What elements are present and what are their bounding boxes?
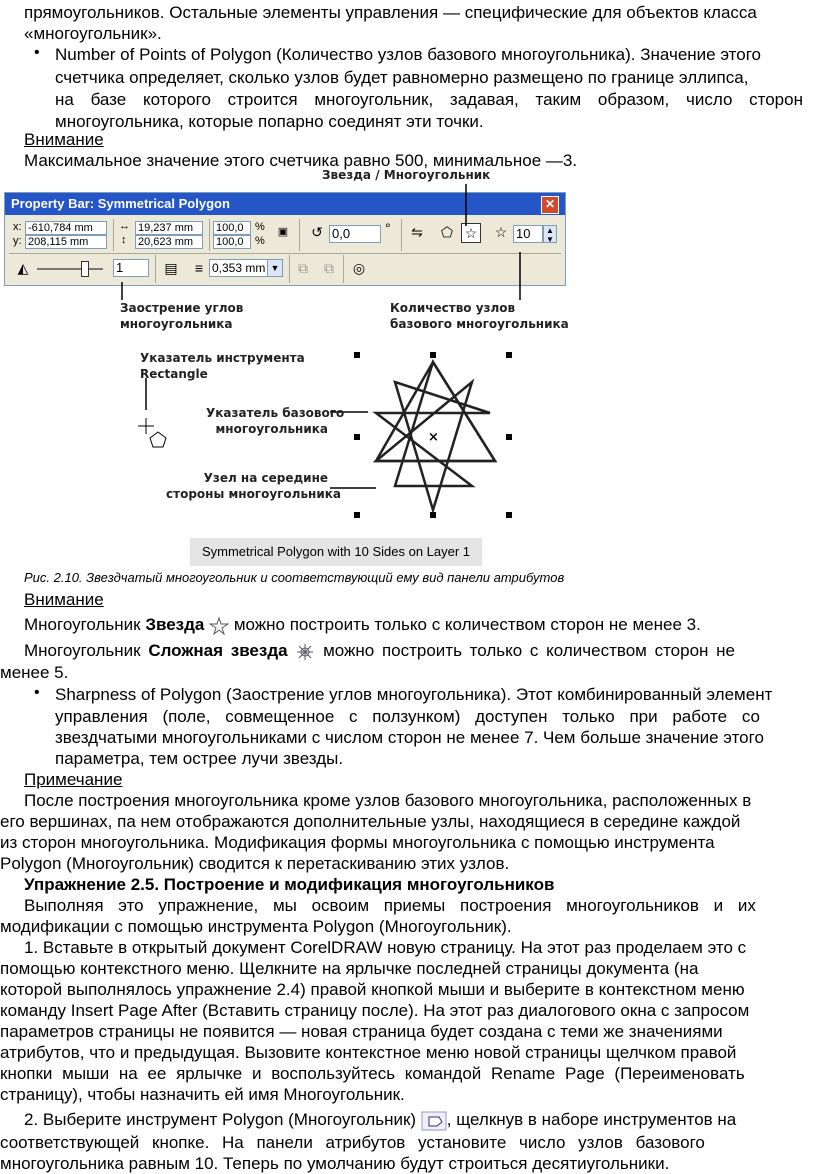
- star-icon[interactable]: ☆: [461, 223, 481, 243]
- rotation-field[interactable]: 0,0: [329, 225, 381, 243]
- scale-y-field[interactable]: 100,0: [213, 235, 251, 249]
- paragraph-line: модификации с помощью инструмента Polygon (Многоугольник).: [0, 917, 512, 936]
- complex-star-term: Сложная звезда: [148, 641, 288, 660]
- height-icon: ↕: [121, 234, 127, 246]
- degree-label: °: [385, 220, 391, 236]
- text-span: 2. Выберите инструмент Polygon (Многоугольник): [24, 1110, 417, 1129]
- text-span: можно построить только с количеством сторон не: [323, 641, 735, 660]
- complex-star-tool-icon: [295, 643, 315, 661]
- paragraph-line: его вершинах, па нем отображаются дополнительные узлы, находящиеся в середине каждой: [0, 812, 741, 831]
- polygon-tool-icon: [421, 1111, 447, 1131]
- bullet-line: счетчика определяет, сколько узлов будет равномерно размещено по границе эллипса,: [55, 68, 749, 87]
- paragraph-line: страницу), чтобы назначить ей имя Многоугольник.: [0, 1085, 405, 1104]
- paragraph-line: [24, 1109, 816, 1131]
- paragraph-line: менее 5.: [0, 663, 69, 682]
- figure-caption: Рис. 2.10. Звездчатый многоугольник и соответствующий ему вид панели атрибутов: [24, 570, 565, 585]
- points-annotation: Количество узлов базового многоугольника: [390, 301, 569, 331]
- star-polygon-label: Звезда / Многоугольник: [322, 168, 491, 182]
- percent-label: %: [255, 235, 265, 247]
- outline-width-value: 0,353 mm: [212, 261, 266, 275]
- paragraph-line: Polygon (Многоугольник) сводится к перетаскиванию этих узлов.: [0, 854, 510, 873]
- pointer-annotation: Указатель инструмента Rectangle: [140, 351, 305, 381]
- to-front-icon: ⧉: [298, 260, 308, 276]
- bullet-line: на базе которого строится многоугольник, задавая, таким образом, число сторон: [55, 90, 803, 109]
- paragraph-line: многоугольника равным 10. Теперь по умолчанию будут строиться десятиугольники.: [0, 1154, 670, 1173]
- star-tool-icon: [209, 617, 229, 635]
- star-term: Звезда: [145, 615, 205, 634]
- chevron-down-icon[interactable]: ▼: [267, 260, 282, 276]
- points-star-icon: ☆: [494, 224, 508, 240]
- paragraph-line: После построения многоугольника кроме узлов базового многоугольника, расположенных в: [24, 791, 752, 810]
- x-position-field[interactable]: -610,784 mm: [25, 221, 107, 235]
- mirror-icon[interactable]: ⇋: [411, 224, 423, 240]
- paragraph-line: кнопки мыши на ее ярлычке и воспользуйтесь командой Rename Page (Переименовать: [0, 1064, 745, 1083]
- bullet-icon: •: [34, 684, 40, 701]
- base-node-annotation: Указатель базового многоугольника: [206, 406, 345, 436]
- paragraph-line: команду Insert Page After (Вставить страницу после). На этот раз диалогового окна с запросом: [0, 1001, 750, 1020]
- outline-pen-icon[interactable]: ▤: [164, 260, 178, 276]
- note-heading: Примечание: [24, 770, 123, 789]
- paragraph-line: Выполняя это упражнение, мы освоим приемы построения многоугольников и их: [24, 896, 756, 915]
- paragraph-line: [24, 640, 816, 661]
- paragraph-line: атрибутов, что и предыдущая. Вызовите контекстное меню новой страницы щелчком правой: [0, 1043, 737, 1062]
- bullet-line: управления (поле, совмещенное с ползунком) доступен только при работе со: [55, 707, 760, 726]
- y-label: y:: [13, 235, 22, 247]
- paragraph-line: «многоугольник».: [24, 24, 162, 43]
- paragraph-line: 1. Вставьте в открытый документ CorelDRAW новую страницу. На этот раз проделаем это с: [24, 938, 747, 957]
- width-field[interactable]: 19,237 mm: [135, 221, 203, 235]
- sharpness-annotation: Заострение углов многоугольника: [120, 301, 244, 331]
- warning-heading: Внимание: [24, 130, 104, 149]
- paragraph-line: которой выполнялось упражнение 2.4) правой кнопкой мыши и выберите в контекстном меню: [0, 980, 745, 999]
- to-back-icon: ⧉: [324, 260, 334, 276]
- text-span: Многоугольник: [24, 615, 146, 634]
- outline-width-icon: ≡: [194, 260, 204, 276]
- percent-label: %: [255, 221, 265, 233]
- paragraph-line: из сторон многоугольника. Модификация формы многоугольника с помощью инструмента: [0, 833, 715, 852]
- paragraph-line: соответствующей кнопке. На панели атрибутов установите число узлов базового: [0, 1133, 705, 1152]
- bullet-icon: •: [34, 44, 40, 61]
- rotate-icon: ↺: [311, 224, 323, 240]
- paragraph-line: параметров страницы не появится — новая страница будет создана с теми же значениями: [0, 1022, 723, 1041]
- status-bar: Symmetrical Polygon with 10 Sides on Layer 1: [190, 538, 482, 566]
- lock-ratio-icon[interactable]: ▣: [277, 226, 289, 238]
- polygon-icon[interactable]: ⬠: [440, 224, 454, 240]
- mid-node-annotation: Узел на середине стороны многоугольника: [166, 471, 341, 501]
- property-bar-title-text: Property Bar: Symmetrical Polygon: [11, 196, 230, 211]
- svg-text:×: ×: [428, 430, 439, 445]
- paragraph-line: прямоугольников. Остальные элементы управления — специфические для объектов класса: [24, 3, 757, 22]
- paragraph-line: помощью контекстного меню. Щелкните на ярлычке последней страницы документа (на: [0, 959, 699, 978]
- x-label: x:: [13, 221, 22, 233]
- paragraph-line: [24, 614, 816, 635]
- sharpness-field[interactable]: 1: [113, 259, 149, 277]
- text-span: Многоугольник: [24, 641, 149, 660]
- warning-heading: Внимание: [24, 590, 104, 609]
- scale-x-field[interactable]: 100,0: [213, 221, 251, 235]
- bullet-line: звездчатыми многоугольниками с числом сторон не менее 7. Чем больше значение этого: [55, 728, 764, 747]
- width-icon: ↔: [119, 220, 130, 232]
- bullet-line: параметра, тем острее лучи звезды.: [55, 749, 344, 768]
- y-position-field[interactable]: 208,115 mm: [25, 235, 107, 249]
- height-field[interactable]: 20,623 mm: [135, 235, 203, 249]
- paragraph-line: Максимальное значение этого счетчика равно 500, минимальное —3.: [24, 151, 578, 170]
- text-span: , щелкнув в наборе инструментов на: [446, 1110, 737, 1129]
- text-span: можно построить только с количеством сторон не менее 3.: [233, 615, 701, 634]
- sharpness-icon: ◭: [17, 260, 29, 276]
- convert-to-curves-icon[interactable]: ◎: [352, 260, 366, 276]
- bullet-line: Number of Points of Polygon (Количество узлов базового многоугольника). Значение этого: [55, 45, 761, 64]
- bullet-line: Sharpness of Polygon (Заострение углов многоугольника). Этот комбинированный элемент: [55, 685, 773, 704]
- exercise-title: Упражнение 2.5. Построение и модификация многоугольников: [24, 875, 555, 894]
- points-spinner[interactable]: ▲ ▼: [543, 225, 557, 243]
- bullet-line: многоугольника, которые попарно соединят эти точки.: [55, 112, 484, 131]
- points-field[interactable]: 10: [513, 225, 543, 243]
- close-icon[interactable]: ✕: [541, 196, 559, 214]
